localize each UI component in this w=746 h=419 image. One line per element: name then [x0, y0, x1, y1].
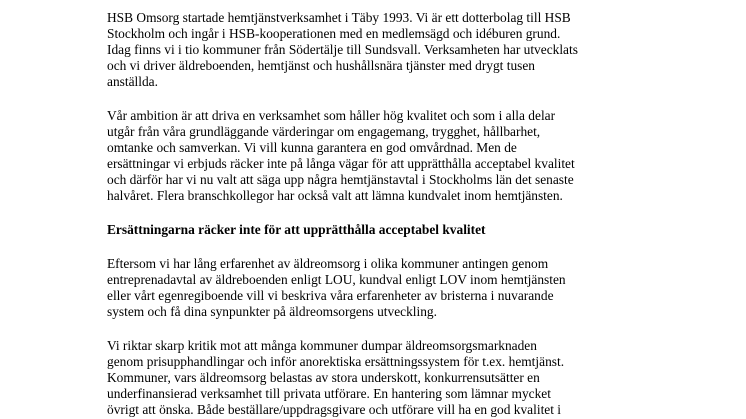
paragraph-4-line-5: övrigt att önska. Både beställare/uppdragsgivare och utförare vill ha en god kvalitet i [107, 402, 562, 417]
paragraph-1-line-2: Stockholm och ingår i HSB-kooperationen med en medlemsägd och idéburen grund. [107, 26, 561, 41]
paragraph-1-line-1: HSB Omsorg startade hemtjänstverksamhet i Täby 1993. Vi är ett dotterbolag till HSB [107, 10, 571, 25]
paragraph-2-line-2: utgår från våra grundläggande värderingar om engagemang, trygghet, hållbarhet, [107, 124, 541, 139]
paragraph-3-line-1: Eftersom vi har lång erfarenhet av äldreomsorg i olika kommuner antingen genom [107, 256, 549, 271]
paragraph-1-line-3: Idag finns vi i tio kommuner från Södertälje till Sundsvall. Verksamheten har utvecklats [107, 42, 578, 57]
paragraph-3-line-2: entreprenadavtal av äldreboenden enligt LOU, kundval enligt LOV inom hemtjänsten [107, 272, 566, 287]
paragraph-2-line-3: omtanke och samverkan. Vi vill kunna garantera en god omvårdnad. Men de [107, 140, 517, 155]
paragraph-2-line-6: halvåret. Flera branschkollegor har också valt att lämna kundvalet inom hemtjänsten. [107, 188, 563, 203]
paragraph-2-line-1: Vår ambition är att driva en verksamhet som håller hög kvalitet och som i alla delar [107, 108, 556, 123]
paragraph-4-line-1: Vi riktar skarp kritik mot att många kommuner dumpar äldreomsorgsmarknaden [107, 338, 537, 353]
paragraph-4-line-2: genom prisupphandlingar och inför anorektiska ersättningssystem för t.ex. hemtjänst. [107, 354, 565, 369]
paragraph-4-line-3: Kommuner, vars äldreomsorg belastas av stora underskott, konkurrensutsätter en [107, 370, 540, 385]
paragraph-3-line-4: system och få dina synpunkter på äldreomsorgens utveckling. [107, 304, 437, 319]
paragraph-3-line-3: eller vårt egenregiboende vill vi beskriva våra erfarenheter av bristerna i nuvarande [107, 288, 554, 303]
paragraph-1-line-4: och vi driver äldreboenden, hemtjänst och hushållsnära tjänster med drygt tusen [107, 58, 536, 73]
paragraph-2-line-5: och därför har vi nu valt att säga upp några hemtjänstavtal i Stockholms län det senaste [107, 172, 574, 187]
section-heading: Ersättningarna räcker inte för att upprätthålla acceptabel kvalitet [107, 222, 486, 237]
paragraph-4-line-4: underfinansierad verksamhet till privata utförare. En hantering som lämnar mycket [107, 386, 551, 401]
paragraph-1-line-5: anställda. [107, 74, 158, 89]
paragraph-2-line-4: ersättningar vi erbjuds räcker inte på långa vägar för att upprätthålla acceptabel kvalitet [107, 156, 575, 171]
